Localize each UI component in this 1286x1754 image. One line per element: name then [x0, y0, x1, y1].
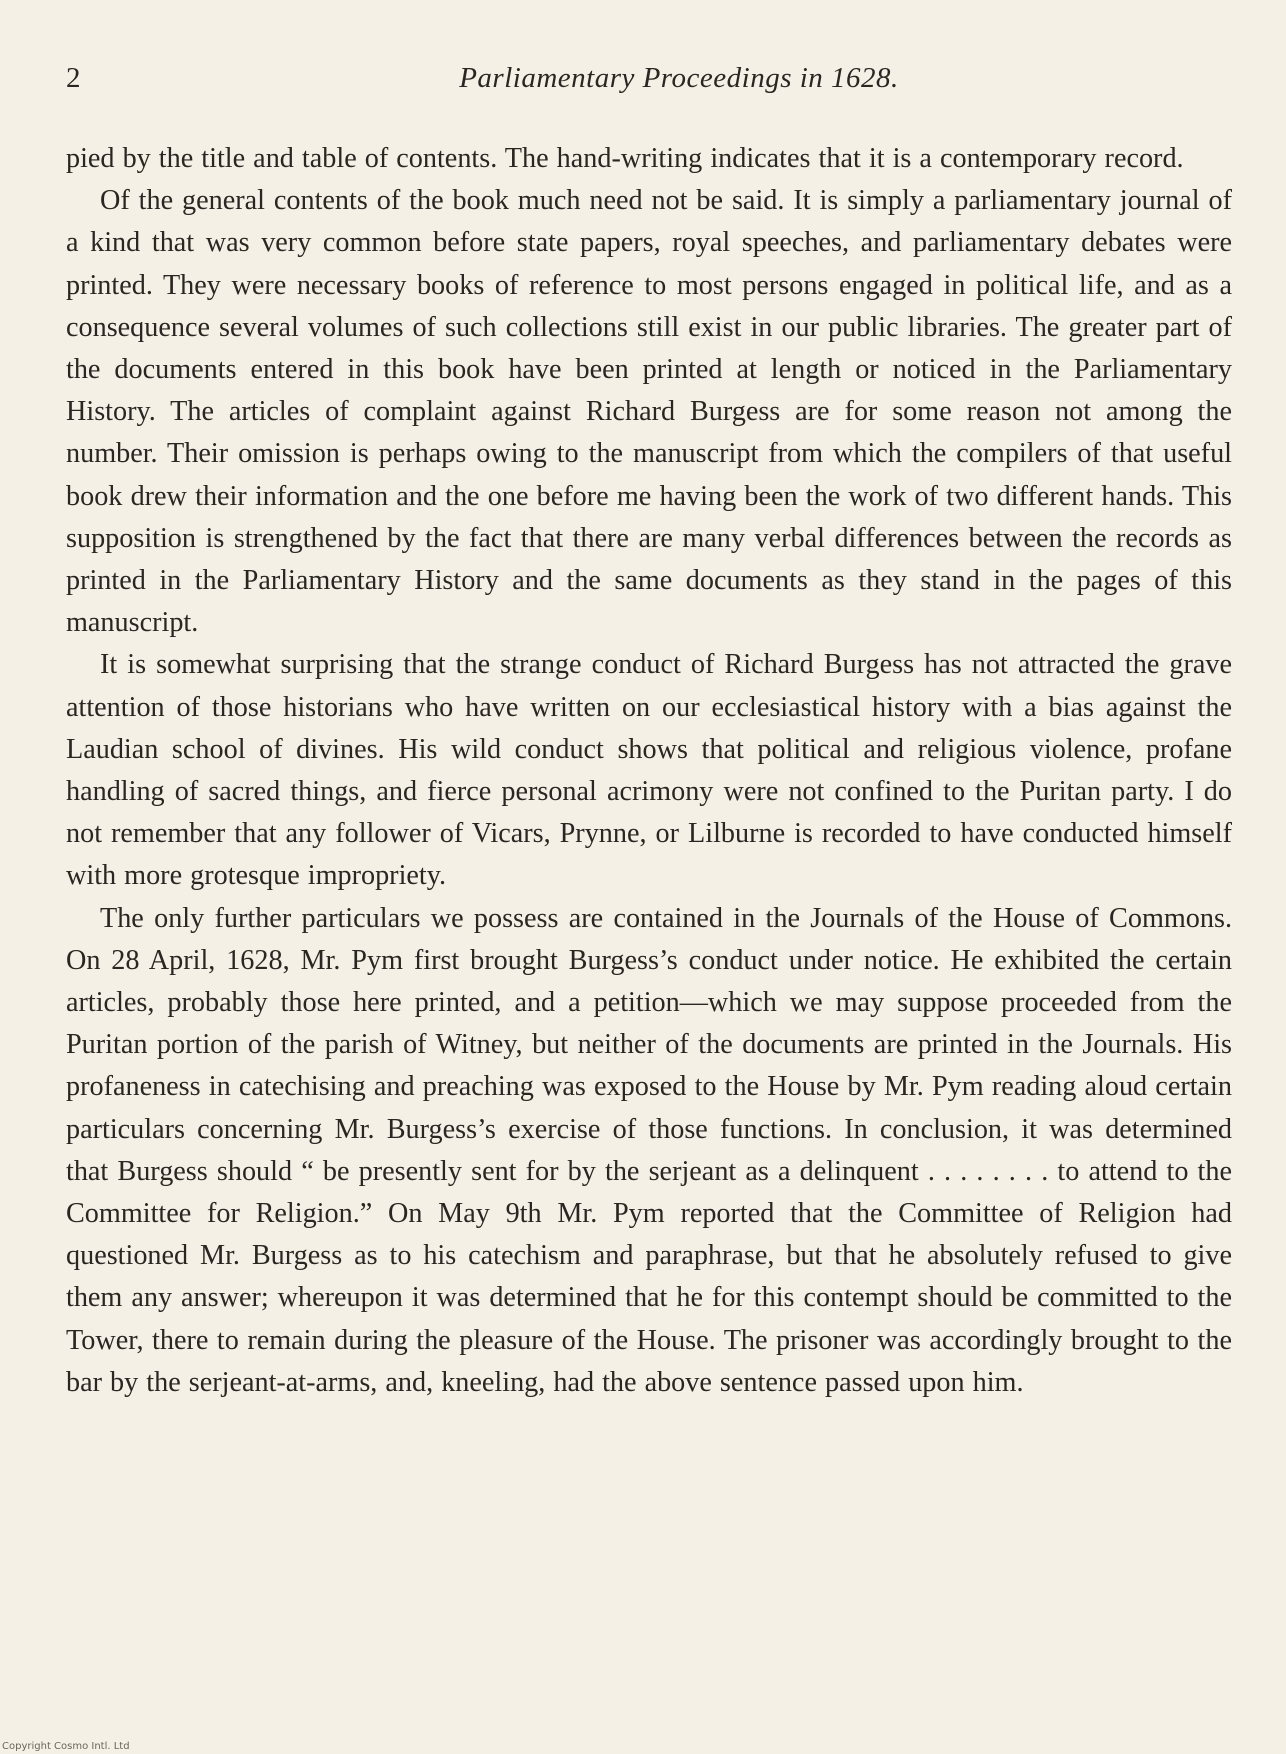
- copyright-watermark: Copyright Cosmo Intl. Ltd: [2, 1741, 130, 1752]
- page-number: 2: [66, 62, 81, 94]
- running-title: Parliamentary Proceedings in 1628.: [459, 62, 899, 94]
- paragraph: Of the general contents of the book much need not be said. It is simply a parliamentary journal of a kind that was very common before state papers, royal speeches, and parliamentary debates were printed. They were necessary books of reference to most persons engaged in political life, and as a consequence several volumes of such collections still exist in our public libraries. The greater part of the documents entered in this book have been printed at length or noticed in the Parliamentary History. The articles of complaint against Richard Burgess are for some reason not among the number. Their omission is perhaps owing to the manuscript from which the compilers of that useful book drew their information and the one before me having been the work of two different hands. This supposition is strengthened by the fact that there are many verbal differences between the records as printed in the Parliamentary History and the same documents as they stand in the pages of this manuscript.: [66, 185, 1232, 639]
- paragraph: It is somewhat surprising that the strange conduct of Richard Burgess has not attracted the grave attention of those historians who have written on our ecclesiastical history with a bias against the Laudian school of divines. His wild conduct shows that political and religious violence, profane handling of sacred things, and fierce personal acrimony were not confined to the Puritan party. I do not remember that any follower of Vicars, Prynne, or Lilburne is recorded to have conducted himself with more grotesque impropriety.: [66, 649, 1232, 892]
- paragraph: pied by the title and table of contents. The hand-writing indicates that it is a contemporary record.: [66, 143, 1184, 174]
- page-header: [66, 62, 1232, 102]
- paragraph: The only further particulars we possess are contained in the Journals of the House of Commons. On 28 April, 1628, Mr. Pym first brought Burgess’s conduct under notice. He exhibited the certain articles, probably those here printed, and a petition—which we may suppose proceeded from the Puritan portion of the parish of Witney, but neither of the documents are printed in the Journals. His profaneness in catechising and preaching was exposed to the House by Mr. Pym reading aloud certain particulars concerning Mr. Burgess’s exercise of those functions. In conclusion, it was determined that Burgess should “ be presently sent for by the serjeant as a delinquent . . . . . . . . to attend to the Committee for Religion.” On May 9th Mr. Pym reported that the Committee of Religion had questioned Mr. Burgess as to his catechism and paraphrase, but that he absolutely refused to give them any answer; whereupon it was determined that he for this contempt should be committed to the Tower, there to remain during the pleasure of the House. The prisoner was accordingly brought to the bar by the serjeant-at-arms, and, kneeling, had the above sentence passed upon him.: [66, 902, 1232, 1398]
- body-text: [66, 138, 1232, 1404]
